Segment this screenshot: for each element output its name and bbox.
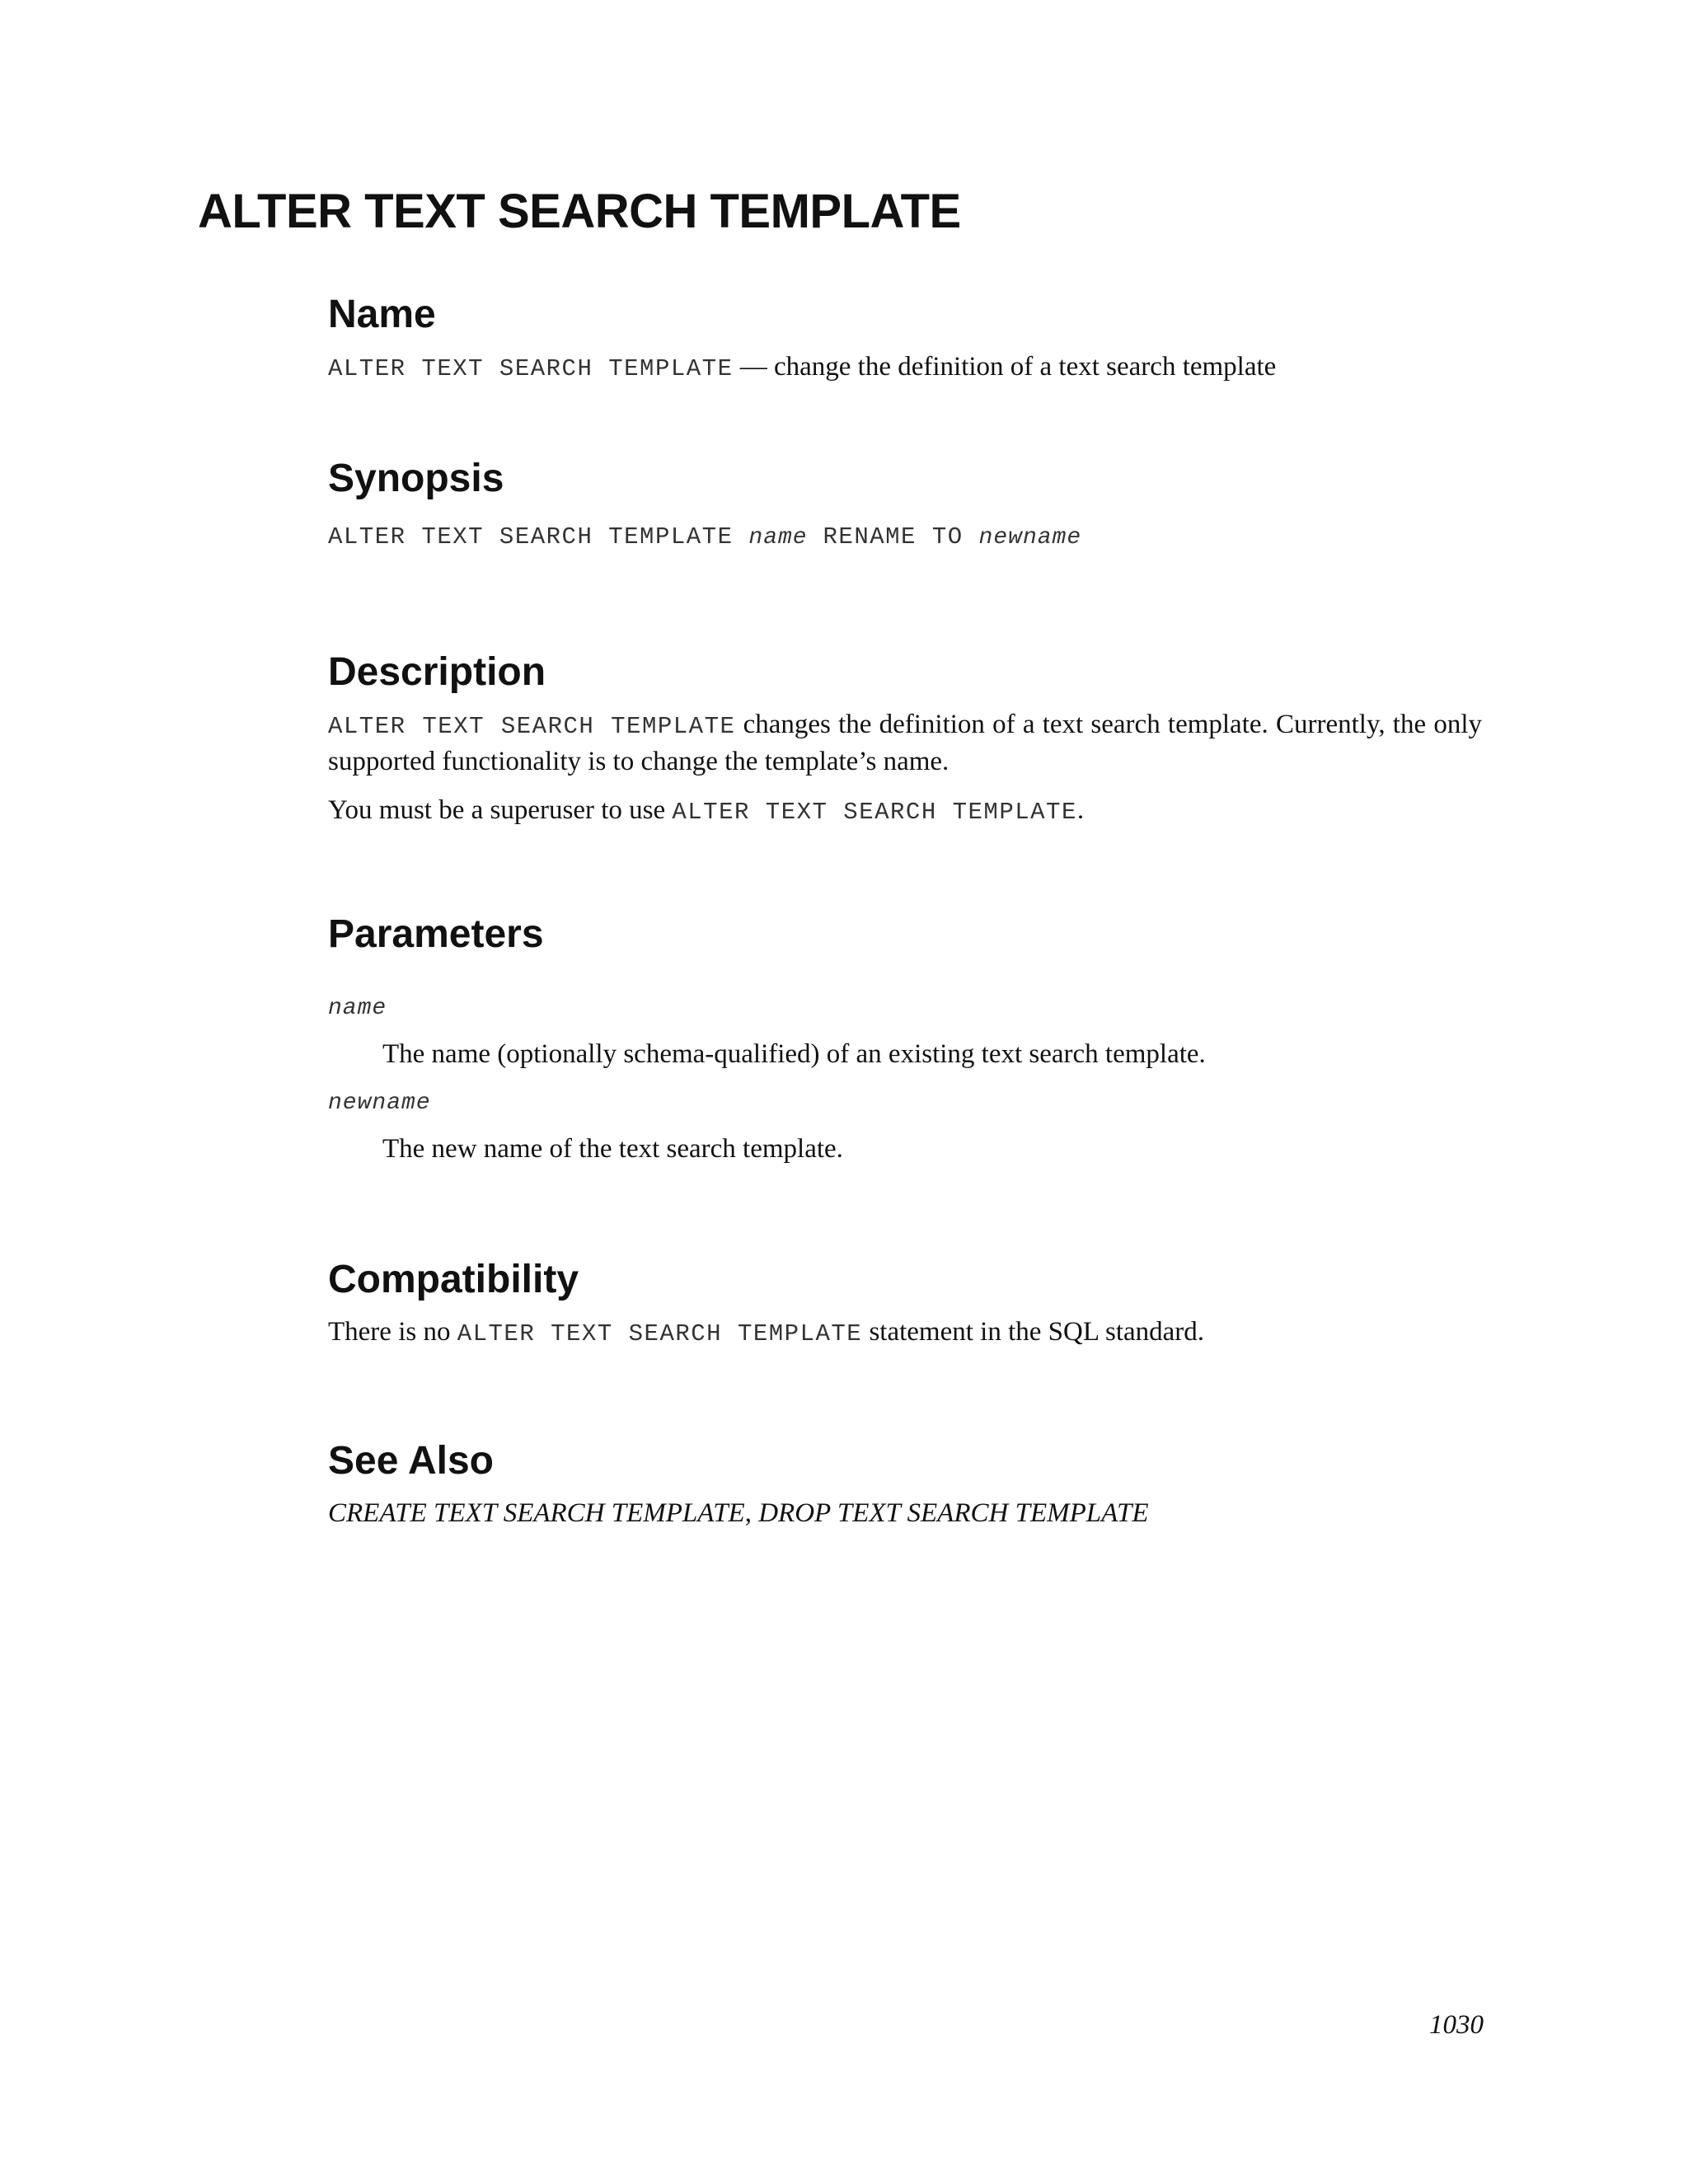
description-section (328, 648, 1482, 830)
description-heading: Description (328, 650, 546, 694)
description-text: changes the definition of a text search template. Currently, the only supported functionality is to change the template’s name. (328, 710, 1482, 776)
parameters-section (328, 910, 1482, 1167)
name-heading: Name (328, 293, 436, 336)
compatibility-text-before: There is no (328, 1317, 457, 1347)
name-section (328, 290, 1482, 387)
page-title: ALTER TEXT SEARCH TEMPLATE (198, 185, 961, 238)
see-also-link-create[interactable]: CREATE TEXT SEARCH TEMPLATE (328, 1498, 745, 1528)
compatibility-text-after: statement in the SQL standard. (862, 1317, 1205, 1347)
synopsis-section (328, 454, 1482, 555)
synopsis-part1: ALTER TEXT SEARCH TEMPLATE (328, 523, 749, 551)
compatibility-text (328, 1315, 1482, 1352)
param-term-newname: newname (328, 1090, 431, 1116)
param-definition-newname: The new name of the text search template. (382, 1134, 843, 1164)
synopsis-code (328, 518, 1482, 555)
superuser-end: . (1076, 795, 1085, 825)
synopsis-param-newname: newname (978, 525, 1082, 551)
param-term-name: name (328, 996, 387, 1021)
description-paragraph-1 (328, 707, 1482, 780)
superuser-command: ALTER TEXT SEARCH TEMPLATE (672, 799, 1077, 826)
name-command: ALTER TEXT SEARCH TEMPLATE (328, 355, 734, 382)
see-also-separator: , (744, 1498, 759, 1528)
synopsis-heading: Synopsis (328, 457, 504, 500)
synopsis-part2: RENAME TO (807, 523, 979, 551)
description-command: ALTER TEXT SEARCH TEMPLATE (328, 713, 736, 740)
superuser-text: You must be a superuser to use (328, 795, 673, 825)
parameters-heading: Parameters (328, 912, 544, 956)
synopsis-param-name: name (748, 525, 808, 551)
description-paragraph-2 (328, 793, 1482, 830)
page-number: 1030 (1429, 2010, 1484, 2040)
name-description (328, 349, 1482, 387)
param-definition-name: The name (optionally schema-qualified) of an existing text search template. (382, 1039, 1206, 1069)
compatibility-command: ALTER TEXT SEARCH TEMPLATE (457, 1320, 863, 1347)
compatibility-heading: Compatibility (328, 1258, 579, 1301)
name-summary: — change the definition of a text search template (733, 352, 1277, 382)
see-also-heading: See Also (328, 1439, 494, 1483)
see-also-section (328, 1436, 1482, 1531)
compatibility-section (328, 1255, 1482, 1352)
see-also-links (328, 1496, 1482, 1531)
see-also-link-drop[interactable]: DROP TEXT SEARCH TEMPLATE (758, 1498, 1149, 1528)
